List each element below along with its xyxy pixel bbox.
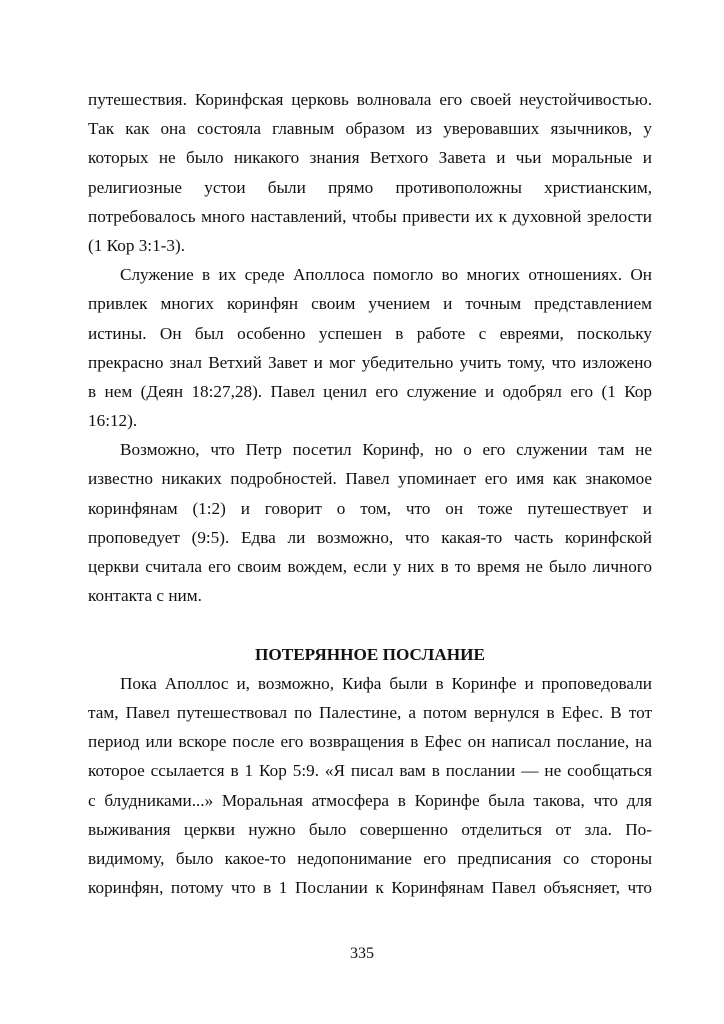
text-line: путешествия. Коринфская церковь волновала его своей неустойчивостью.: [88, 90, 652, 109]
text-line: в нем (Деян 18:27,28). Павел ценил его служение и одобрял его (1 Кор: [88, 381, 652, 401]
section-before-heading: [88, 85, 652, 610]
text-line: Так как она состояла главным образом из уверовавших язычников, у: [88, 119, 652, 139]
text-line: контакта с ним.: [88, 586, 202, 606]
page-number: 335: [350, 945, 374, 962]
paragraph: [88, 85, 652, 260]
text-line: привлек многих коринфян своим учением и точным представлением: [88, 294, 652, 314]
paragraph: [88, 435, 652, 610]
text-line: период или вскоре после его возвращения в Ефес он написал послание, на: [88, 732, 652, 752]
text-line: 16:12).: [88, 411, 138, 431]
section-after-heading: [88, 669, 652, 903]
paragraph: [88, 669, 652, 903]
text-line: религиозные устои были прямо противоположны христианским,: [88, 177, 652, 197]
text-line: Возможно, что Петр посетил Коринф, но о его служении там не: [120, 440, 652, 460]
text-line: церкви считала его своим вождем, если у них в то время не было личного: [88, 557, 652, 576]
text-line: коринфянам (1:2) и говорит о том, что он тоже путешествует и: [88, 498, 652, 518]
text-line: (1 Кор 3:1-3).: [88, 235, 186, 255]
text-line: потребовалось много наставлений, чтобы привести их к духовной зрелости: [88, 206, 652, 226]
paragraph: [88, 260, 652, 435]
text-line: там, Павел путешествовал по Палестине, а потом вернулся в Ефес. В тот: [88, 702, 652, 722]
page-body: [88, 85, 652, 902]
text-line: видимому, было какое-то недопонимание его предписания со стороны: [88, 848, 652, 868]
blank-line: [88, 610, 652, 639]
text-line: которых не было никакого знания Ветхого Завета и чьи моральные и: [88, 148, 652, 168]
text-line: которое ссылается в 1 Кор 5:9. «Я писал вам в послании — не сообщаться: [88, 761, 652, 781]
text-line: Служение в их среде Аполлоса помогло во многих отношениях. Он: [120, 265, 652, 285]
text-line: коринфян, потому что в 1 Послании к Коринфянам Павел объясняет, что: [88, 878, 652, 898]
text-line: с блудниками...» Моральная атмосфера в Коринфе была такова, что для: [88, 790, 652, 810]
text-line: истины. Он был особенно успешен в работе с евреями, поскольку: [88, 323, 652, 343]
text-line: проповедует (9:5). Едва ли возможно, что какая-то часть коринфской: [88, 527, 652, 547]
text-line: прекрасно знал Ветхий Завет и мог убедительно учить тому, что изложено: [88, 352, 652, 372]
text-line: выживания церкви нужно было совершенно отделиться от зла. По-: [88, 819, 652, 839]
section-heading: ПОТЕРЯННОЕ ПОСЛАНИЕ: [255, 644, 485, 664]
text-line: известно никаких подробностей. Павел упоминает его имя как знакомое: [88, 469, 652, 489]
text-line: Пока Аполлос и, возможно, Кифа были в Коринфе и проповедовали: [120, 673, 652, 693]
